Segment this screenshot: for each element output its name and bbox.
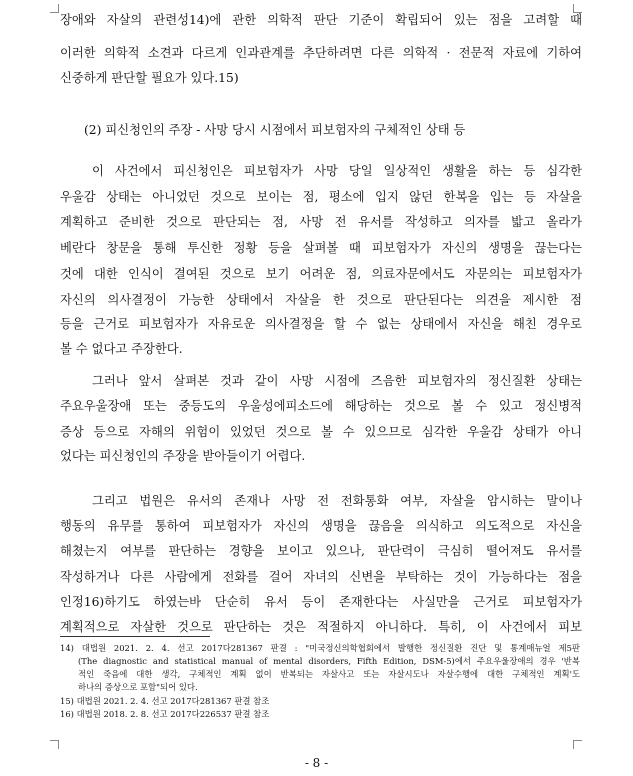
footnote-15: 15) 대법원 2021. 2. 4. 선고 2017다281367 판결 참조 [60, 696, 270, 706]
paragraph-4-line: 행동의 유무를 통하여 피보험자가 자신의 생명을 끊음을 의식하고 의도적으로 자신을 [60, 519, 582, 533]
footnote-14-line: 적인 죽음에 대한 생각, 구체적인 계획 없이 반복되는 자살사고 또는 자살시도나 자살수행에 대한 구체적인 계획'도 [78, 669, 580, 679]
paragraph-2-line: 계획하고 준비한 것으로 판단되는 점, 사망 전 유서를 작성하고 의자를 밟고 올라가 [60, 215, 582, 229]
footnote-14-line: (The diagnostic and statistical manual of mental disorders, Fifth Edition, DSM-5)에서 주요우울장애의 경우 '반복 [78, 656, 580, 666]
paragraph-1-line: 신중하게 판단할 필요가 있다.15) [60, 71, 239, 85]
footnote-14-line: 하나의 증상으로 포함"되어 있다. [78, 682, 198, 692]
section-heading: (2) 피신청인의 주장 - 사망 당시 시점에서 피보험자의 구체적인 상태 등 [84, 123, 466, 137]
paragraph-2-line: 이 사건에서 피신청인은 피보험자가 사망 당일 일상적인 생활을 하는 등 심각한 [92, 164, 582, 178]
paragraph-2-line: 볼 수 없다고 주장한다. [60, 342, 183, 356]
paragraph-4-line: 해쳤는지 여부를 판단하는 경향을 보이고 있으나, 판단력이 극심히 떨어져도 유서를 [60, 544, 582, 558]
paragraph-3-line: 증상 등으로 자해의 위험이 있었던 것으로 볼 수 있으므로 심각한 우울감 상태가 아니 [60, 425, 582, 439]
paragraph-2-line: 베란다 창문을 통해 투신한 정황 등을 살펴볼 때 피보험자가 자신의 생명을 끊는다는 [60, 241, 582, 255]
footnote-separator [60, 636, 210, 637]
footnote-14-line: 14) 대법원 2021. 2. 4. 선고 2017다281367 판결 : "미국정신의학협회에서 발행한 정신질환 진단 및 통계매뉴얼 제5판 [60, 643, 580, 653]
paragraph-4-line: 계획적으로 자살한 것으로 판단하는 것은 적절하지 아니하다. 특히, 이 사건에서 피보 [60, 620, 582, 634]
paragraph-3-line: 었다는 피신청인의 주장을 받아들이기 어렵다. [60, 449, 306, 463]
page-number: - 8 - [304, 756, 329, 770]
paragraph-2-line: 우울감 상태는 아니었던 것으로 보이는 점, 평소에 입지 않던 한복을 입는 등 자살을 [60, 190, 582, 204]
paragraph-1-line: 이러한 의학적 소견과 다르게 인과관계를 추단하려면 다른 의학적 · 전문적 자료에 기하여 [60, 46, 582, 60]
paragraph-2-line: 등을 근거로 피보험자가 자유로운 의사결정을 할 수 없는 상태에서 자신을 해친 경우로 [60, 317, 582, 331]
paragraph-3-line: 그러나 앞서 살펴본 것과 같이 사망 시점에 즈음한 피보험자의 정신질환 상태는 [92, 374, 582, 388]
crop-mark-bottom-right [573, 740, 582, 749]
paragraph-2-line: 자신의 의사결정이 가능한 상태에서 자살을 한 것으로 판단된다는 의견을 제시한 점 [60, 293, 582, 307]
footnote-16: 16) 대법원 2018. 2. 8. 선고 2017다226537 판결 참조 [60, 709, 270, 719]
paragraph-3-line: 주요우울장애 또는 중등도의 우울성에피소드에 해당하는 것으로 볼 수 있고 정신병적 [60, 399, 582, 413]
paragraph-4-line: 작성하거나 다른 사람에게 전화를 걸어 자녀의 신변을 부탁하는 것이 가능하다는 점을 [60, 570, 582, 584]
paragraph-1-line: 장애와 자살의 관련성14)에 관한 의학적 판단 기준이 확립되어 있는 점을 고려할 때 [60, 13, 582, 27]
crop-mark-top-left [50, 4, 59, 13]
paragraph-4-line: 그리고 법원은 유서의 존재나 사망 전 전화통화 여부, 자살을 암시하는 말이나 [92, 494, 582, 508]
crop-mark-bottom-left [50, 740, 59, 749]
paragraph-2-line: 것에 대한 인식이 결여된 것으로 보기 어려운 점, 의료자문에서도 자문의는 피보험자가 [60, 267, 582, 281]
paragraph-4-line: 인정16)하기도 하였는바 단순히 유서 등이 존재한다는 사실만을 근거로 피보험자가 [60, 595, 582, 609]
